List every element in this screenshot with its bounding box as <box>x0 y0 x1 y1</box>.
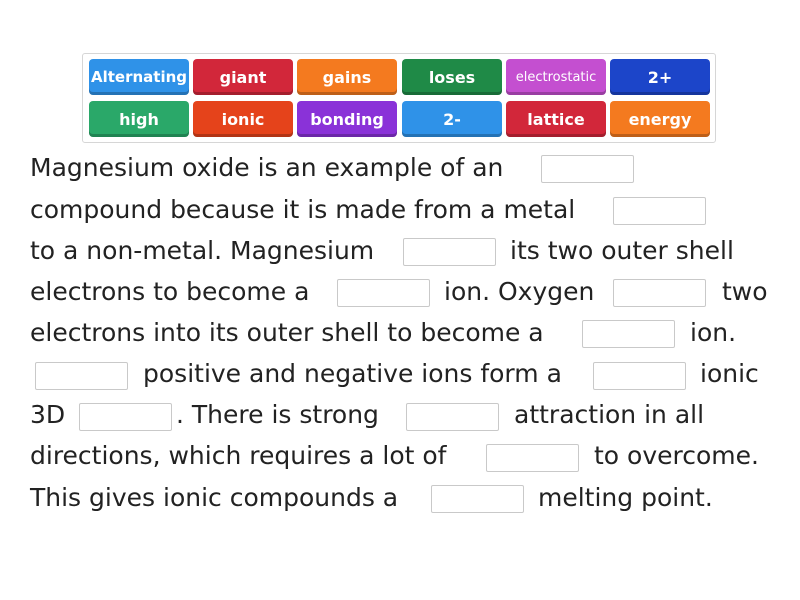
passage-text: ion. Oxygen <box>444 277 595 306</box>
passage-text: ionic <box>700 359 759 388</box>
answer-box[interactable] <box>406 403 499 431</box>
word-tile[interactable]: lattice <box>506 101 606 137</box>
word-tile[interactable]: gains <box>297 59 397 95</box>
passage-text: . There is strong <box>176 400 379 429</box>
passage-text: to overcome. <box>594 441 759 470</box>
passage-text: 3D <box>30 400 66 429</box>
passage-text: its two outer shell <box>510 236 734 265</box>
passage-text: two <box>722 277 768 306</box>
answer-box[interactable] <box>613 197 706 225</box>
word-tile[interactable]: electrostatic <box>506 59 606 95</box>
word-tile[interactable]: Alternating <box>89 59 189 95</box>
passage-text: attraction in all <box>514 400 705 429</box>
word-tile[interactable]: bonding <box>297 101 397 137</box>
passage-text: to a non-metal. Magnesium <box>30 236 375 265</box>
answer-box[interactable] <box>582 320 675 348</box>
word-tile[interactable]: loses <box>402 59 502 95</box>
word-tile[interactable]: energy <box>610 101 710 137</box>
answer-box[interactable] <box>486 444 579 472</box>
word-tile[interactable]: ionic <box>193 101 293 137</box>
passage-text: melting point. <box>538 483 713 512</box>
passage-text: This gives ionic compounds a <box>30 483 399 512</box>
passage-text: electrons into its outer shell to become a <box>30 318 544 347</box>
passage-text: Magnesium oxide is an example of an <box>30 153 504 182</box>
passage-text: directions, which requires a lot of <box>30 441 447 470</box>
word-tile[interactable]: giant <box>193 59 293 95</box>
answer-box[interactable] <box>403 238 496 266</box>
answer-box[interactable] <box>541 155 634 183</box>
passage-text: electrons to become a <box>30 277 310 306</box>
answer-box[interactable] <box>35 362 128 390</box>
answer-box[interactable] <box>431 485 524 513</box>
answer-box[interactable] <box>79 403 172 431</box>
answer-box[interactable] <box>613 279 706 307</box>
passage-text: ion. <box>690 318 737 347</box>
passage-text: positive and negative ions form a <box>143 359 562 388</box>
answer-box[interactable] <box>593 362 686 390</box>
word-tile[interactable]: 2- <box>402 101 502 137</box>
passage-text: compound because it is made from a metal <box>30 195 576 224</box>
word-tile[interactable]: 2+ <box>610 59 710 95</box>
word-tile[interactable]: high <box>89 101 189 137</box>
word-bank <box>82 53 716 143</box>
answer-box[interactable] <box>337 279 430 307</box>
